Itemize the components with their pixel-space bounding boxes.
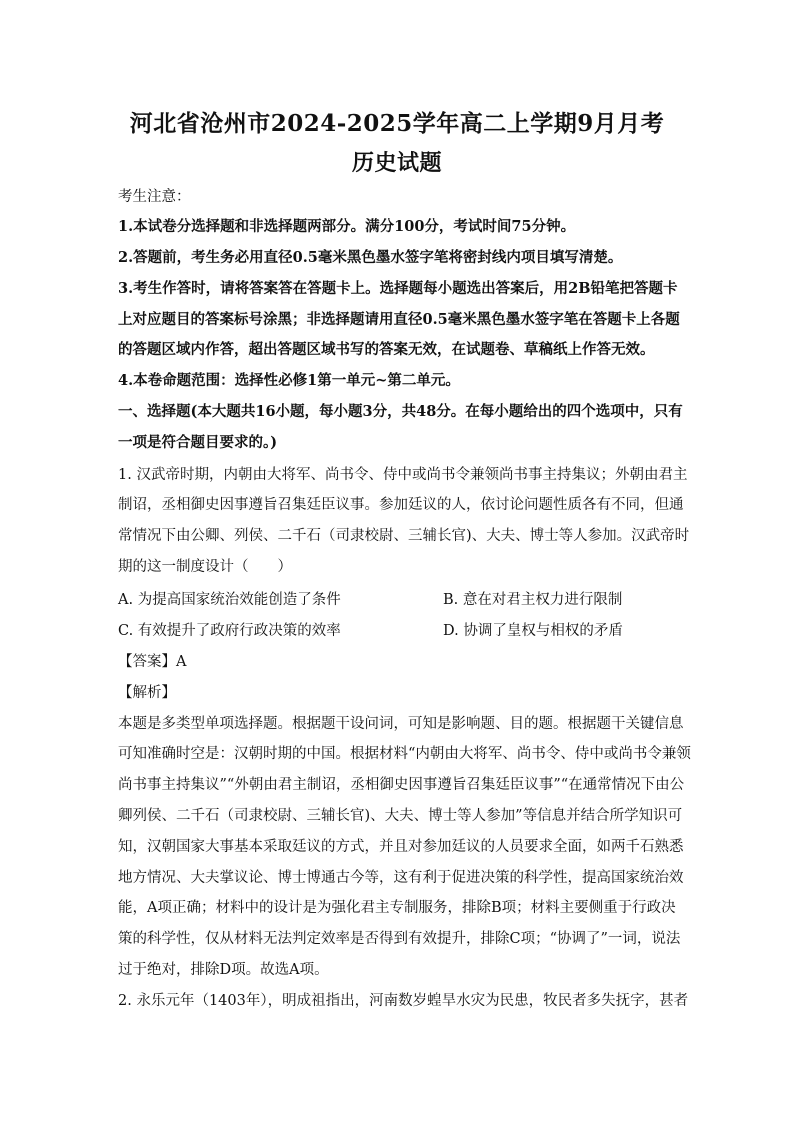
question-1-analysis: 过于绝对，排除D项。故选A项。	[118, 962, 329, 978]
document-title: 河北省沧州市2024-2025学年高二上学期9月月考	[129, 110, 665, 137]
question-1-stem: 常情况下由公卿、列侯、二千石（司隶校尉、三辅长官)、大夫、博士等人参加。汉武帝时	[118, 528, 690, 544]
question-1-analysis: 策的科学性，仅从材料无法判定效率是否得到有效提升，排除C项；“协调了”一词，说法	[118, 931, 681, 947]
section-heading: 一、选择题(本大题共16小题，每小题3分，共48分。在每小题给出的四个选项中，只有	[118, 403, 683, 420]
question-1-analysis: 知，汉朝国家大事基本采取廷议的方式，并且对参加廷议的人员要求全面，如两千石熟悉	[118, 839, 684, 855]
question-1-option-c: C. 有效提升了政府行政决策的效率	[118, 623, 341, 639]
question-1-stem: 制诏，丞相御史因事遵旨召集廷臣议事。参加廷议的人，依讨论问题性质各有不同，但通	[118, 497, 684, 513]
notice-item: 2.答题前，考生务必用直径0.5毫米黑色墨水签字笔将密封线内项目填写清楚。	[118, 249, 623, 266]
notice-heading: 考生注意：	[118, 189, 191, 205]
question-1-option-d: D. 协调了皇权与相权的矛盾	[443, 623, 623, 639]
question-1-analysis: 能，A项正确；材料中的设计是为强化君主专制服务，排除B项；材料主要侧重于行政决	[118, 900, 676, 916]
question-1-stem: 1. 汉武帝时期，内朝由大将军、尚书令、侍中或尚书令兼领尚书事主持集议；外朝由君主	[118, 467, 688, 483]
notice-item: 上对应题目的答案标号涂黑；非选择题请用直径0.5毫米黑色墨水签字笔在答题卡上各题	[118, 311, 680, 328]
notice-item: 4.本卷命题范围：选择性必修1第一单元~第二单元。	[118, 372, 460, 389]
notice-item: 的答题区域内作答，超出答题区域书写的答案无效，在试题卷、草稿纸上作答无效。	[118, 341, 655, 358]
document-subtitle: 历史试题	[351, 150, 442, 176]
question-1-option-b: B. 意在对君主权力进行限制	[443, 592, 623, 608]
question-1-analysis-heading: 【解析】	[118, 685, 176, 701]
question-2-stem: 2. 永乐元年（1403年），明成祖指出，河南数岁蝗旱水灾为民患，牧民者多失抚字，甚者	[118, 993, 689, 1009]
question-1-stem: 期的这一制度设计（ ）	[118, 559, 292, 575]
question-1-answer: 【答案】A	[118, 654, 187, 670]
question-1-analysis: 尚书事主持集议”“外朝由君主制诏，丞相御史因事遵旨召集廷臣议事”“在通常情况下由公	[118, 777, 685, 793]
section-heading-cont: 一项是符合题目要求的。)	[118, 434, 278, 451]
notice-item: 3.考生作答时，请将答案答在答题卡上。选择题每小题选出答案后，用2B铅笔把答题卡	[118, 280, 678, 297]
question-1-option-a: A. 为提高国家统治效能创造了条件	[118, 592, 341, 608]
notice-item: 1.本试卷分选择题和非选择题两部分。满分100分，考试时间75分钟。	[118, 218, 576, 235]
question-1-analysis: 可知准确时空是：汉朝时期的中国。根据材料“内朝由大将军、尚书令、侍中或尚书令兼领	[118, 746, 691, 762]
question-1-analysis: 卿列侯、二千石（司隶校尉、三辅长官)、大夫、博士等人参加”等信息并结合所学知识可	[118, 808, 683, 824]
question-1-analysis: 地方情况、大夫掌议论、博士博通古今等，这有利于促进决策的科学性，提高国家统治效	[118, 870, 684, 886]
question-1-analysis: 本题是多类型单项选择题。根据题干设问词，可知是影响题、目的题。根据题干关键信息	[118, 716, 684, 732]
